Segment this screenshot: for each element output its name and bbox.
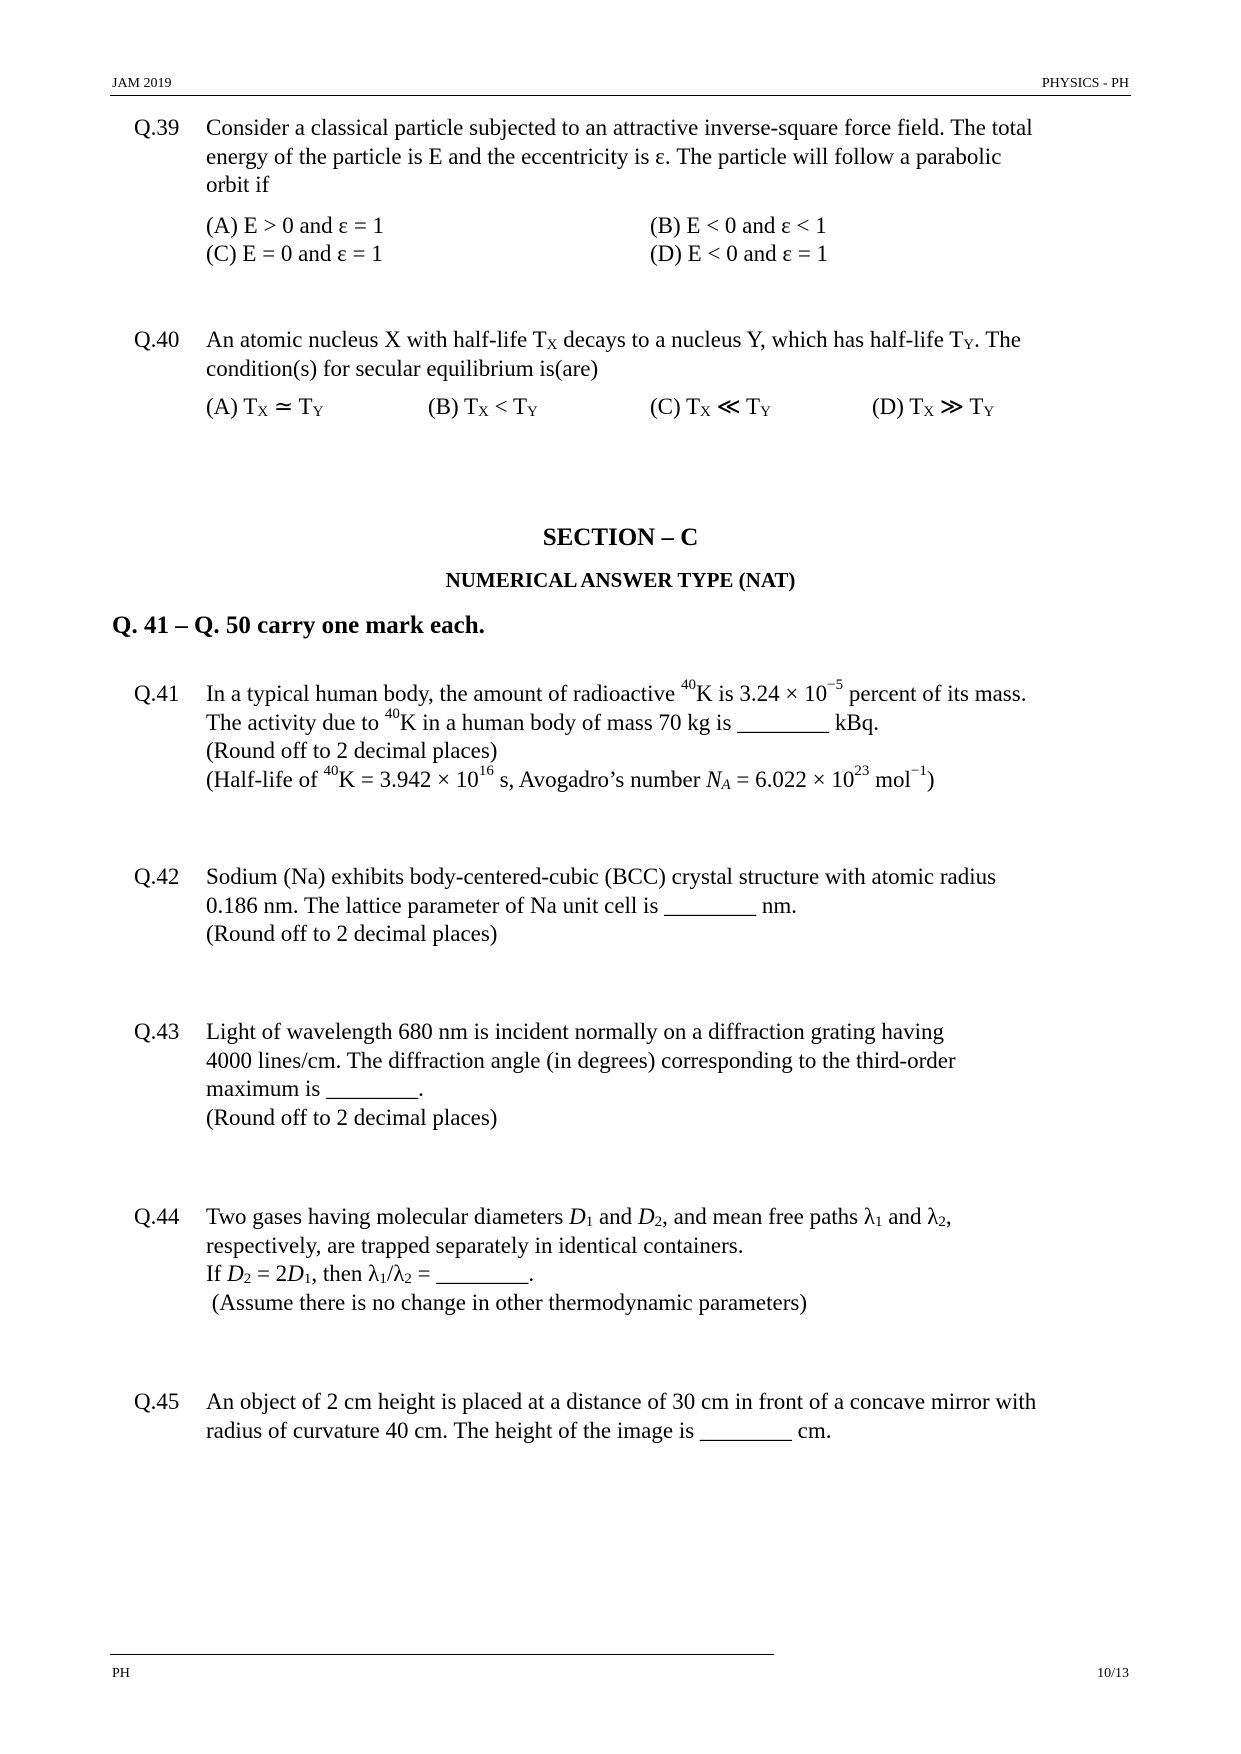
question-text-line: radius of curvature 40 cm. The height of the image is ________ cm. (206, 1417, 832, 1443)
question-text-line: In a typical human body, the amount of radioactive $^{40}$K is $3.24 \times 10^{-5}$ percent of its mass. (206, 677, 1027, 706)
options (206, 393, 1196, 425)
section-marks-note: Q. 41 – Q. 50 carry one mark each. (112, 612, 485, 639)
question-text-line: Two gases having molecular diameters $D_1$ and $D_2$, and mean free paths $\lambda_1$ and $\lambda_2$, (206, 1204, 952, 1230)
question-number: Q.42 (134, 864, 180, 889)
option-d: (D) $T_X$ ≫ $T_Y$ (872, 394, 995, 420)
option-c: (C) $T_X$ ≪ $T_Y$ (650, 394, 771, 420)
question-text-line: 0.186 nm. The lattice parameter of Na unit cell is ________ nm. (206, 892, 798, 918)
question-body (206, 1203, 1196, 1317)
footer-rule (110, 1654, 774, 1655)
question-text-line: Light of wavelength 680 nm is incident normally on a diffraction grating having (206, 1019, 944, 1044)
question-body (206, 1018, 1196, 1132)
section-title: SECTION – C (542, 524, 699, 551)
footer-page-number: 10/13 (1097, 1666, 1129, 1681)
question-text-line: condition(s) for secular equilibrium is(are) (206, 355, 599, 381)
question-text-line: (Round off to 2 decimal places) (206, 1104, 498, 1130)
question-body (206, 1388, 1196, 1445)
question-body (206, 677, 1196, 794)
question-body (206, 326, 1196, 425)
option-d: (D) E < 0 and ε = 1 (650, 240, 829, 266)
option-a: (A) E > 0 and ε = 1 (206, 212, 385, 238)
question-text-line: (Half-life of $^{40}K = 3.942 \times 10^{16}$ s, Avogadro’s number $N_A = 6.022 \times 10^{23}$ mol$^{-1}$) (206, 762, 935, 793)
question-text-line: 4000 lines/cm. The diffraction angle (in degrees) corresponding to the third-order (206, 1047, 956, 1073)
option-b: (B) E < 0 and ε < 1 (650, 212, 827, 238)
option-a: (A) $T_X$ ≃ $T_Y$ (206, 394, 324, 420)
question-text-line: An atomic nucleus X with half-life $T_X$ decays to a nucleus Y, which has half-life $T_Y$. The (206, 327, 1021, 353)
question-number: Q.40 (134, 327, 180, 352)
question-text-line: Consider a classical particle subjected to an attractive inverse-square force field. The total (206, 115, 1033, 140)
question-text-line: orbit if (206, 172, 270, 197)
header-exam-name: JAM 2019 (112, 76, 172, 91)
question-text-line: The activity due to $^{40}$K in a human body of mass 70 kg is ________ kBq. (206, 705, 879, 735)
question-text-line: respectively, are trapped separately in identical containers. (206, 1232, 744, 1258)
question-text-line: (Round off to 2 decimal places) (206, 738, 498, 763)
option-b: (B) $T_X < T_Y$ (428, 394, 538, 420)
question-body (206, 863, 1196, 949)
question-text-line: energy of the particle is E and the eccentricity is ε. The particle will follow a parabolic (206, 143, 1002, 169)
footer-paper-code: PH (112, 1666, 130, 1681)
question-number: Q.44 (134, 1204, 180, 1229)
question-text-line: maximum is ________. (206, 1076, 424, 1101)
options (206, 212, 1196, 272)
section-subtitle: NUMERICAL ANSWER TYPE (NAT) (445, 568, 796, 592)
header-rule (110, 95, 1131, 96)
question-number: Q.43 (134, 1019, 180, 1044)
header-paper-name: PHYSICS - PH (1041, 76, 1129, 91)
question-number: Q.41 (134, 681, 180, 706)
option-c: (C) E = 0 and ε = 1 (206, 240, 383, 266)
question-text-line: If $D_2 = 2D_1$, then $\lambda_1/\lambda_2$ = ________. (206, 1261, 535, 1287)
question-text-line: Sodium (Na) exhibits body-centered-cubic (BCC) crystal structure with atomic radius (206, 864, 997, 889)
question-number: Q.45 (134, 1389, 180, 1414)
question-text-line: An object of 2 cm height is placed at a distance of 30 cm in front of a concave mirror with (206, 1389, 1037, 1414)
question-number: Q.39 (134, 115, 180, 140)
question-text-line: (Round off to 2 decimal places) (206, 921, 498, 946)
question-text-line: (Assume there is no change in other thermodynamic parameters) (206, 1289, 807, 1315)
question-body (206, 114, 1196, 272)
